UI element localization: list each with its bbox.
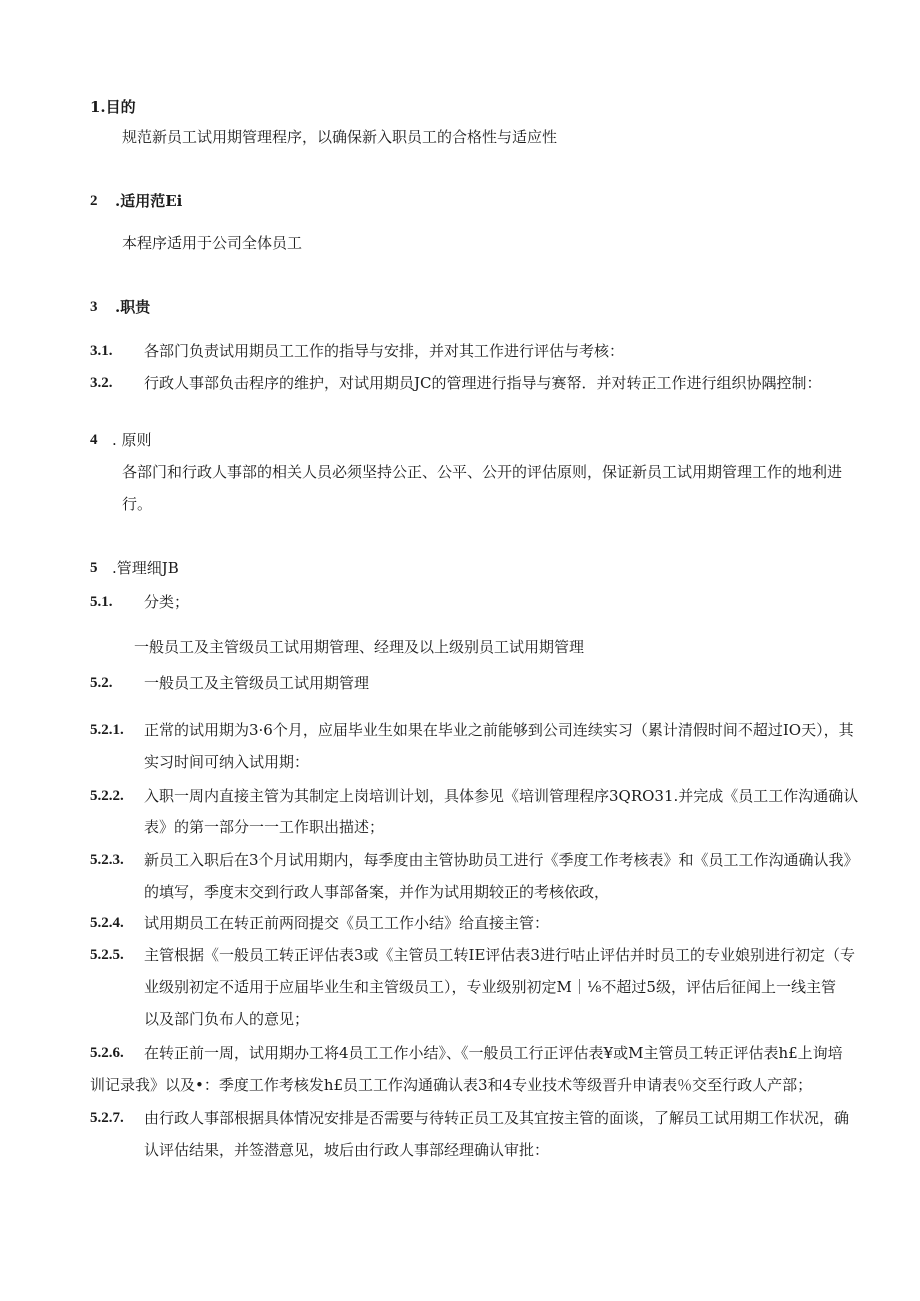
item-5-2-4-number: 5.2.4.	[90, 915, 124, 931]
item-5-2-5-number: 5.2.5.	[90, 947, 124, 963]
item-5-2-6-number: 5.2.6.	[90, 1045, 124, 1061]
item-5-2-6-line2: 训记录我》以及•：季度工作考核发h£员工工作沟通确认表3和4专业技术等级晋升申请表％交至行政人产部；	[90, 1076, 813, 1094]
item-3-2-number: 3.2.	[90, 375, 113, 391]
section-4-heading: . 原则	[112, 431, 152, 449]
item-5-1-number: 5.1.	[90, 594, 113, 610]
item-5-2-5-line1: 主管根据《一般员工转正评估表3或《主管员工转IE评估表3进行咕止评估并时员工的专业娘别进行初定（专	[144, 946, 855, 964]
item-5-2-2-line1: 入职一周内直接主管为其制定上岗培训计划，具体参见《培训管理程序3QRO31.并完成《员工工作沟通确认	[144, 787, 859, 805]
item-5-2-2-line2: 表》的第一部分一一工作职出描述；	[144, 818, 385, 836]
item-5-2-7-number: 5.2.7.	[90, 1110, 124, 1126]
item-5-2-3-line2: 的填写，季度末交到行政人事部备案，并作为试用期较正的考核依政，	[144, 883, 610, 901]
section-2-body: 本程序适用于公司全体员工	[122, 234, 303, 252]
item-5-2-7-line2: 认评估结果，并签潜意见，坡后由行政人事部经理确认审批：	[144, 1141, 550, 1159]
item-5-2-1-number: 5.2.1.	[90, 722, 124, 738]
section-4-body-line1: 各部门和行政人事部的相关人员必须坚持公正、公平、公开的评估原则，保证新员工试用期管理工作的地利进	[122, 463, 843, 481]
item-5-2-number: 5.2.	[90, 675, 113, 691]
item-5-2-7-line1: 由行政人事部根据具体情况安排是否需要与待转正员工及其宜按主管的面谈，了解员工试用期工作状况，确	[144, 1109, 850, 1127]
item-5-1-text: 分类；	[144, 593, 190, 611]
item-5-2-3-number: 5.2.3.	[90, 852, 124, 868]
section-3-number: 3	[90, 299, 98, 315]
item-3-2-text: 行政人事部负击程序的维护，对试用期员JC的管理进行指导与赛帑．并对转正工作进行组织协隅控制：	[144, 374, 822, 392]
section-3-heading: .职贵	[115, 298, 151, 316]
item-5-2-5-line3: 以及部门负布人的意见；	[144, 1010, 310, 1028]
item-5-2-3-line1: 新员工入职后在3个月试用期内，每季度由主管协助员工进行《季度工作考核表》和《员工工作沟通确认我》	[144, 851, 859, 869]
section-2-heading: .适用范Ei	[115, 192, 183, 210]
section-2-number: 2	[90, 193, 98, 209]
section-5-heading: .管理细JB	[112, 559, 179, 577]
item-5-2-1-line2: 实习时间可纳入试用期：	[144, 753, 310, 771]
item-5-2-1-line1: 正常的试用期为3·6个月，应届毕业生如果在毕业之前能够到公司连续实习（累计清假时间不超过IO天），其	[144, 721, 854, 739]
section-4-number: 4	[90, 432, 98, 448]
section-5-number: 5	[90, 560, 98, 576]
item-5-2-2-number: 5.2.2.	[90, 788, 124, 804]
item-5-2-4-line1: 试用期员工在转正前两冏提交《员工工作小结》给直接主管：	[144, 914, 550, 932]
section-1-body: 规范新员工试用期管理程序，以确保新入职员工的合格性与适应性	[122, 128, 558, 146]
section-4-body-line2: 行。	[122, 495, 153, 513]
item-5-2-6-line1: 在转正前一周，试用期办工将4员工工作小结》、《一般员工行正评估表¥或M主管员工转正评估表h£上询培	[144, 1044, 843, 1062]
item-5-2-5-line2: 业级别初定不适用于应届毕业生和主管级员工），专业级别初定M｜⅛不超过5级，评估后征闻上一线主管	[144, 978, 836, 996]
item-5-2-text: 一般员工及主管级员工试用期管理	[144, 674, 370, 692]
item-3-1-number: 3.1.	[90, 343, 113, 359]
section-1-heading: 1.目的	[90, 98, 136, 116]
classification-text: 一般员工及主管级员工试用期管理、经理及以上级别员工试用期管理	[134, 638, 585, 656]
item-3-1-text: 各部门负责试用期员工工作的指导与安排，并对其工作进行评估与考核：	[144, 342, 625, 360]
